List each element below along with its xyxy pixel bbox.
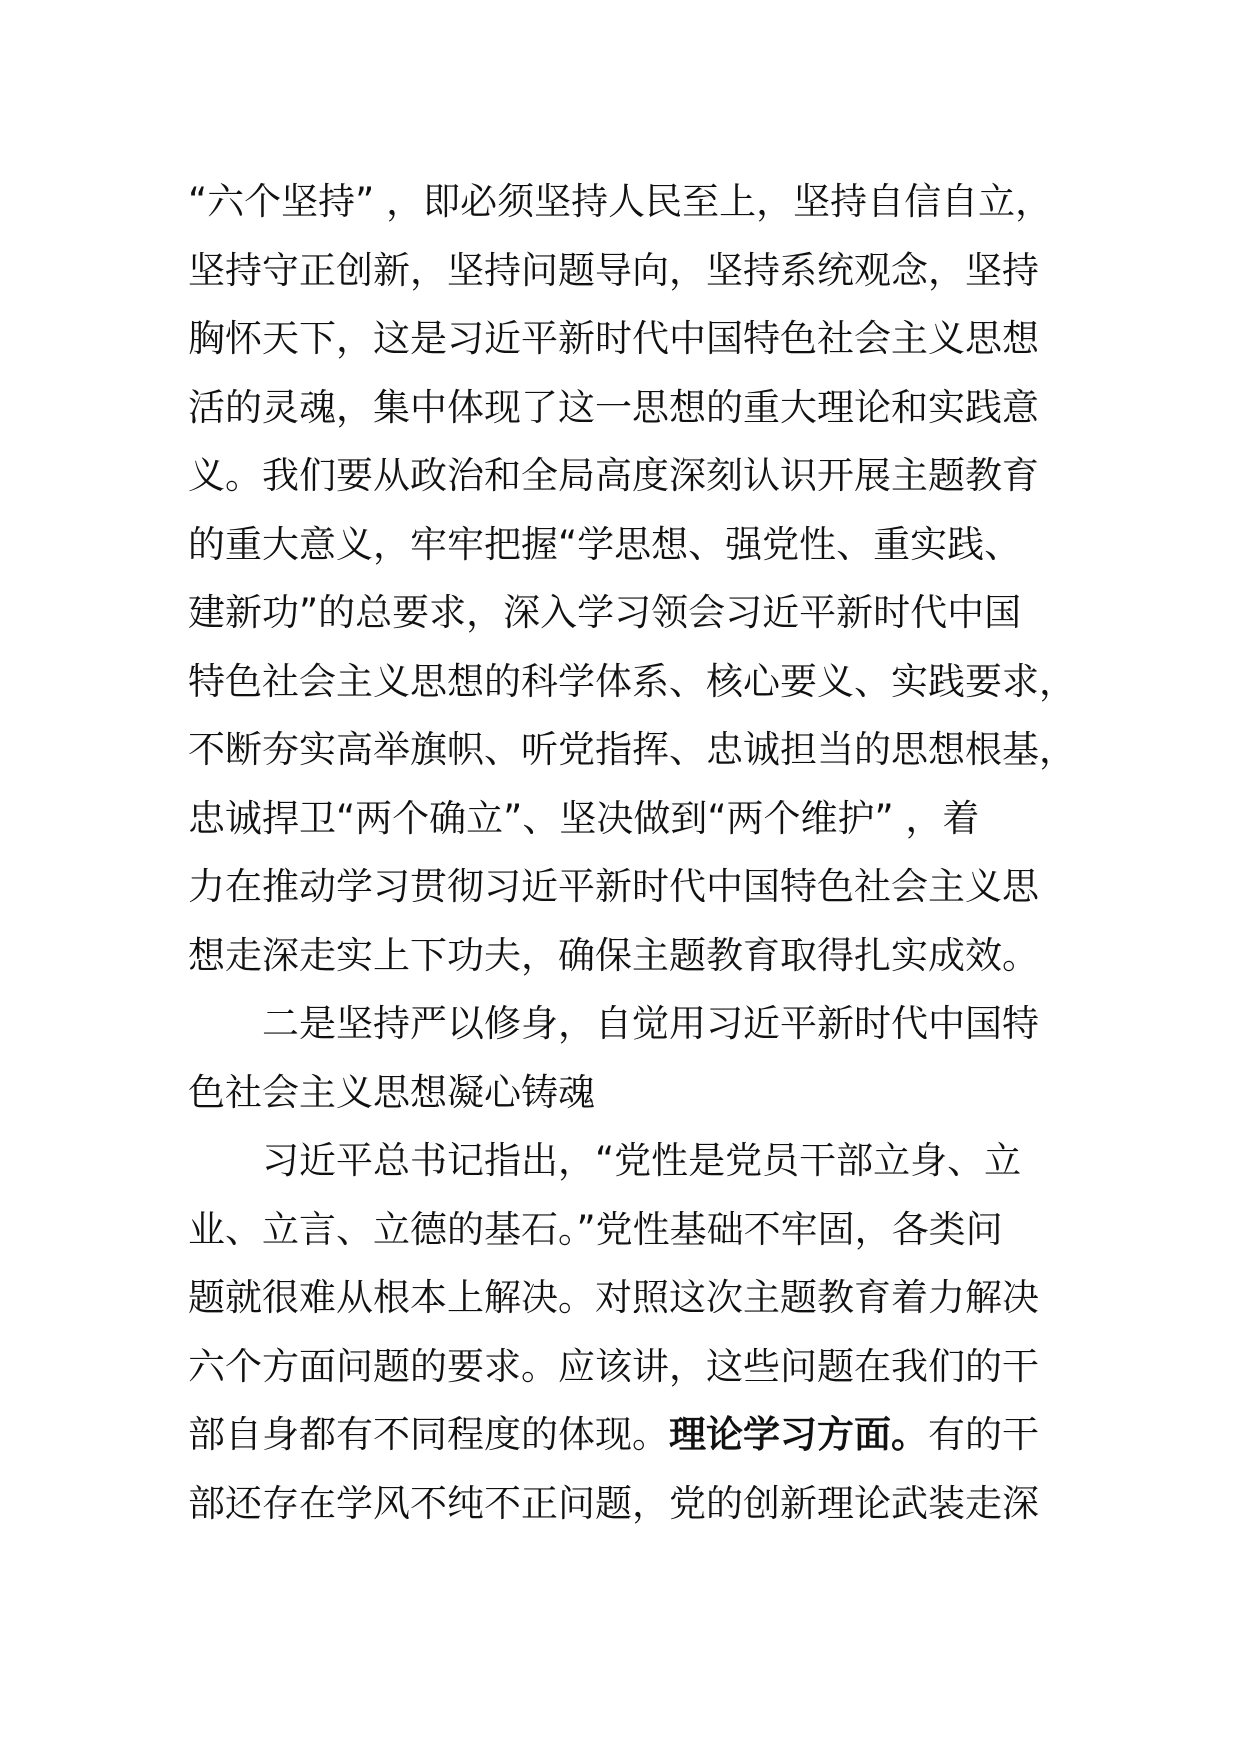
text-line: “六个坚持” ，即必须坚持人民至上，坚持自信自立，: [188, 180, 1053, 223]
text-line-with-bold: [188, 1401, 1088, 1470]
document-body: [188, 168, 1088, 1538]
text-line: 坚持守正创新，坚持问题导向，坚持系统观念，坚持: [188, 248, 1039, 292]
text-line: 想走深走实上下功夫，确保主题教育取得扎实成效。: [188, 933, 1039, 977]
text-line: 活的灵魂，集中体现了这一思想的重大理论和实践意: [188, 385, 1039, 429]
text-line: 不断夯实高举旗帜、听党指挥、忠诚担当的思想根基，: [188, 728, 1076, 771]
heading-line: 色社会主义思想凝心铸魂: [188, 1070, 595, 1114]
text-line: 忠诚捍卫“两个确立”、坚决做到“两个维护” ，着: [188, 796, 980, 840]
paragraph-two: [188, 1127, 1088, 1538]
text-line: 习近平总书记指出，“党性是党员干部立身、立: [262, 1139, 1022, 1182]
text-line: 的重大意义，牢牢把握“学思想、强党性、重实践、: [188, 522, 1022, 566]
paragraph-one-continued: [188, 168, 1088, 990]
text-line: 特色社会主义思想的科学体系、核心要义、实践要求，: [188, 659, 1076, 703]
text-line: 力在推动学习贯彻习近平新时代中国特色社会主义思: [188, 865, 1039, 908]
text-segment: 有的干: [928, 1413, 1039, 1456]
section-heading-two: [188, 990, 1088, 1127]
text-line: 六个方面问题的要求。应该讲，这些问题在我们的干: [188, 1344, 1039, 1388]
text-line: 义。我们要从政治和全局高度深刻认识开展主题教育: [188, 454, 1039, 497]
text-line: 部还存在学风不纯不正问题，党的创新理论武装走深: [188, 1481, 1039, 1525]
heading-line: 二是坚持严以修身，自觉用习近平新时代中国特: [262, 1002, 1039, 1045]
text-line: 胸怀天下，这是习近平新时代中国特色社会主义思想: [188, 317, 1039, 360]
text-segment: 部自身都有不同程度的体现。: [188, 1413, 669, 1456]
text-line: 题就很难从根本上解决。对照这次主题教育着力解决: [188, 1276, 1039, 1319]
text-line: 建新功”的总要求，深入学习领会习近平新时代中国: [188, 591, 1022, 634]
bold-subheading: 理论学习方面。: [669, 1413, 928, 1456]
text-line: 业、立言、立德的基石。”党性基础不牢固，各类问: [188, 1207, 1003, 1251]
